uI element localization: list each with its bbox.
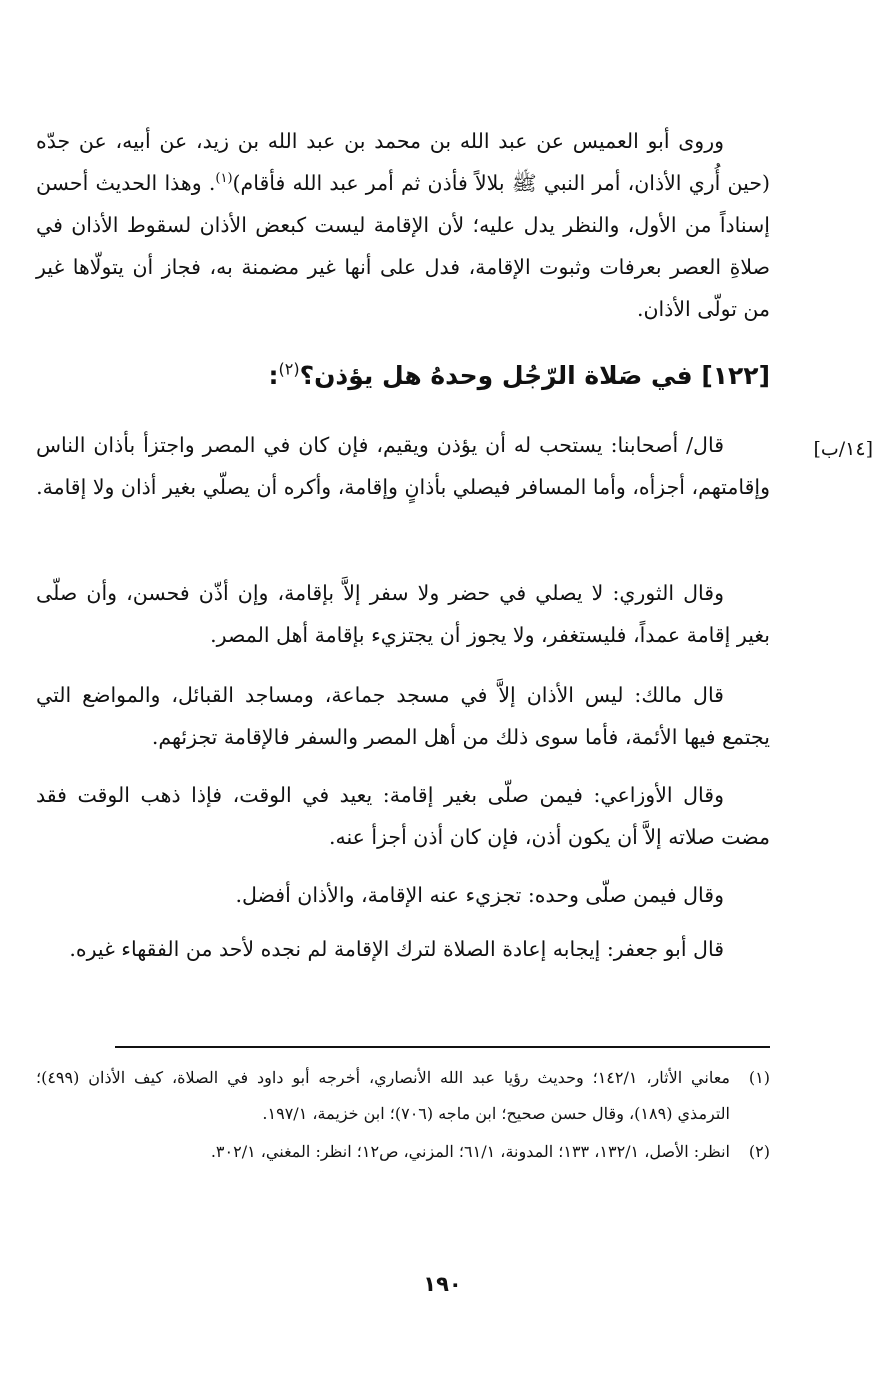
folio-margin-note: [١٤/ب]	[813, 438, 873, 460]
footnote-ref-2[interactable]: (٢)	[278, 359, 300, 379]
intro-paragraph	[36, 120, 770, 330]
intro-text: وروى أبو العميس عن عبد الله بن محمد بن عبد الله بن زيد، عن أبيه، عن جدّه (حين أُري الأذان، أمر النبي ﷺ بلالاً فأذن ثم أمر عبد الله فأقام)	[36, 129, 770, 195]
paragraph-abu-jafar: قال أبو جعفر: إيجابه إعادة الصلاة لترك الإقامة لم نجده لأحد من الفقهاء غيره.	[69, 937, 724, 961]
footnote-number: (١)	[748, 1068, 770, 1087]
intro-period: .	[208, 171, 216, 195]
footnotes	[36, 1060, 770, 1172]
paragraph-awzai-alone: وقال فيمن صلّى وحده: تجزيء عنه الإقامة، والأذان أفضل.	[235, 883, 724, 907]
paragraph-ashabuna: قال/ أصحابنا: يستحب له أن يؤذن ويقيم، فإن كان في المصر واجتزأ بأذان الناس وإقامتهم، أجزأه، وأما المسافر فيصلي بأذانٍ وإقامة، وأكره أن يصلّي بغير أذان ولا إقامة.	[36, 433, 770, 499]
paragraph-awzai: وقال الأوزاعي: فيمن صلّى بغير إقامة: يعيد في الوقت، فإذا ذهب الوقت فقد مضت صلاته إلاَّ أن يكون أذن، فإن كان أذن أجزأ عنه.	[36, 783, 770, 849]
intro-text-cont: وهذا الحديث أحسن إسناداً من الأول، والنظر يدل عليه؛ لأن الإقامة ليست كبعض الأذان لسقوط الأذان في صلاةِ العصر بعرفات وثبوت الإقامة، فدل على أنها غير مضمنة به، فجاز أن يتولّاها غير من تولّى الأذان.	[36, 171, 770, 321]
footnote-ref-1[interactable]: (١)	[215, 171, 233, 187]
footnote-text: انظر: الأصل، ١٣٢/١، ١٣٣؛ المدونة، ٦١/١؛ المزني، ص١٢؛ انظر: المغني، ٣٠٢/١.	[210, 1142, 730, 1161]
section-title: [١٢٢] في صَلاة الرّجُل وحدهُ هل يؤذن؟	[299, 361, 770, 390]
section-colon: :	[268, 361, 279, 390]
footnote-number: (٢)	[748, 1142, 770, 1161]
footnote-divider	[115, 1046, 770, 1048]
footnote-text: معاني الأثار، ١٤٢/١؛ وحديث رؤيا عبد الله الأنصاري، أخرجه أبو داود في الصلاة، كيف الأذان (٤٩٩)؛ الترمذي (١٨٩)، وقال حسن صحيح؛ ابن ماجه (٧٠٦)؛ ابن خزيمة، ١٩٧/١.	[36, 1068, 731, 1123]
footnote-1	[36, 1060, 770, 1132]
section-heading	[269, 356, 771, 396]
paragraph-malik: قال مالك: ليس الأذان إلاَّ في مسجد جماعة، ومساجد القبائل، والمواضع التي يجتمع فيها الأئمة، فأما سوى ذلك من أهل المصر والسفر فالإقامة تجزئهم.	[36, 683, 770, 749]
footnote-2	[36, 1134, 770, 1170]
paragraph-thawri: وقال الثوري: لا يصلي في حضر ولا سفر إلاَّ بإقامة، وإن أذّن فحسن، وأن صلّى بغير إقامة عمداً، فليستغفر، ولا يجوز أن يجتزيء بإقامة أهل المصر.	[36, 581, 770, 647]
page-number: ١٩٠	[423, 1272, 462, 1296]
